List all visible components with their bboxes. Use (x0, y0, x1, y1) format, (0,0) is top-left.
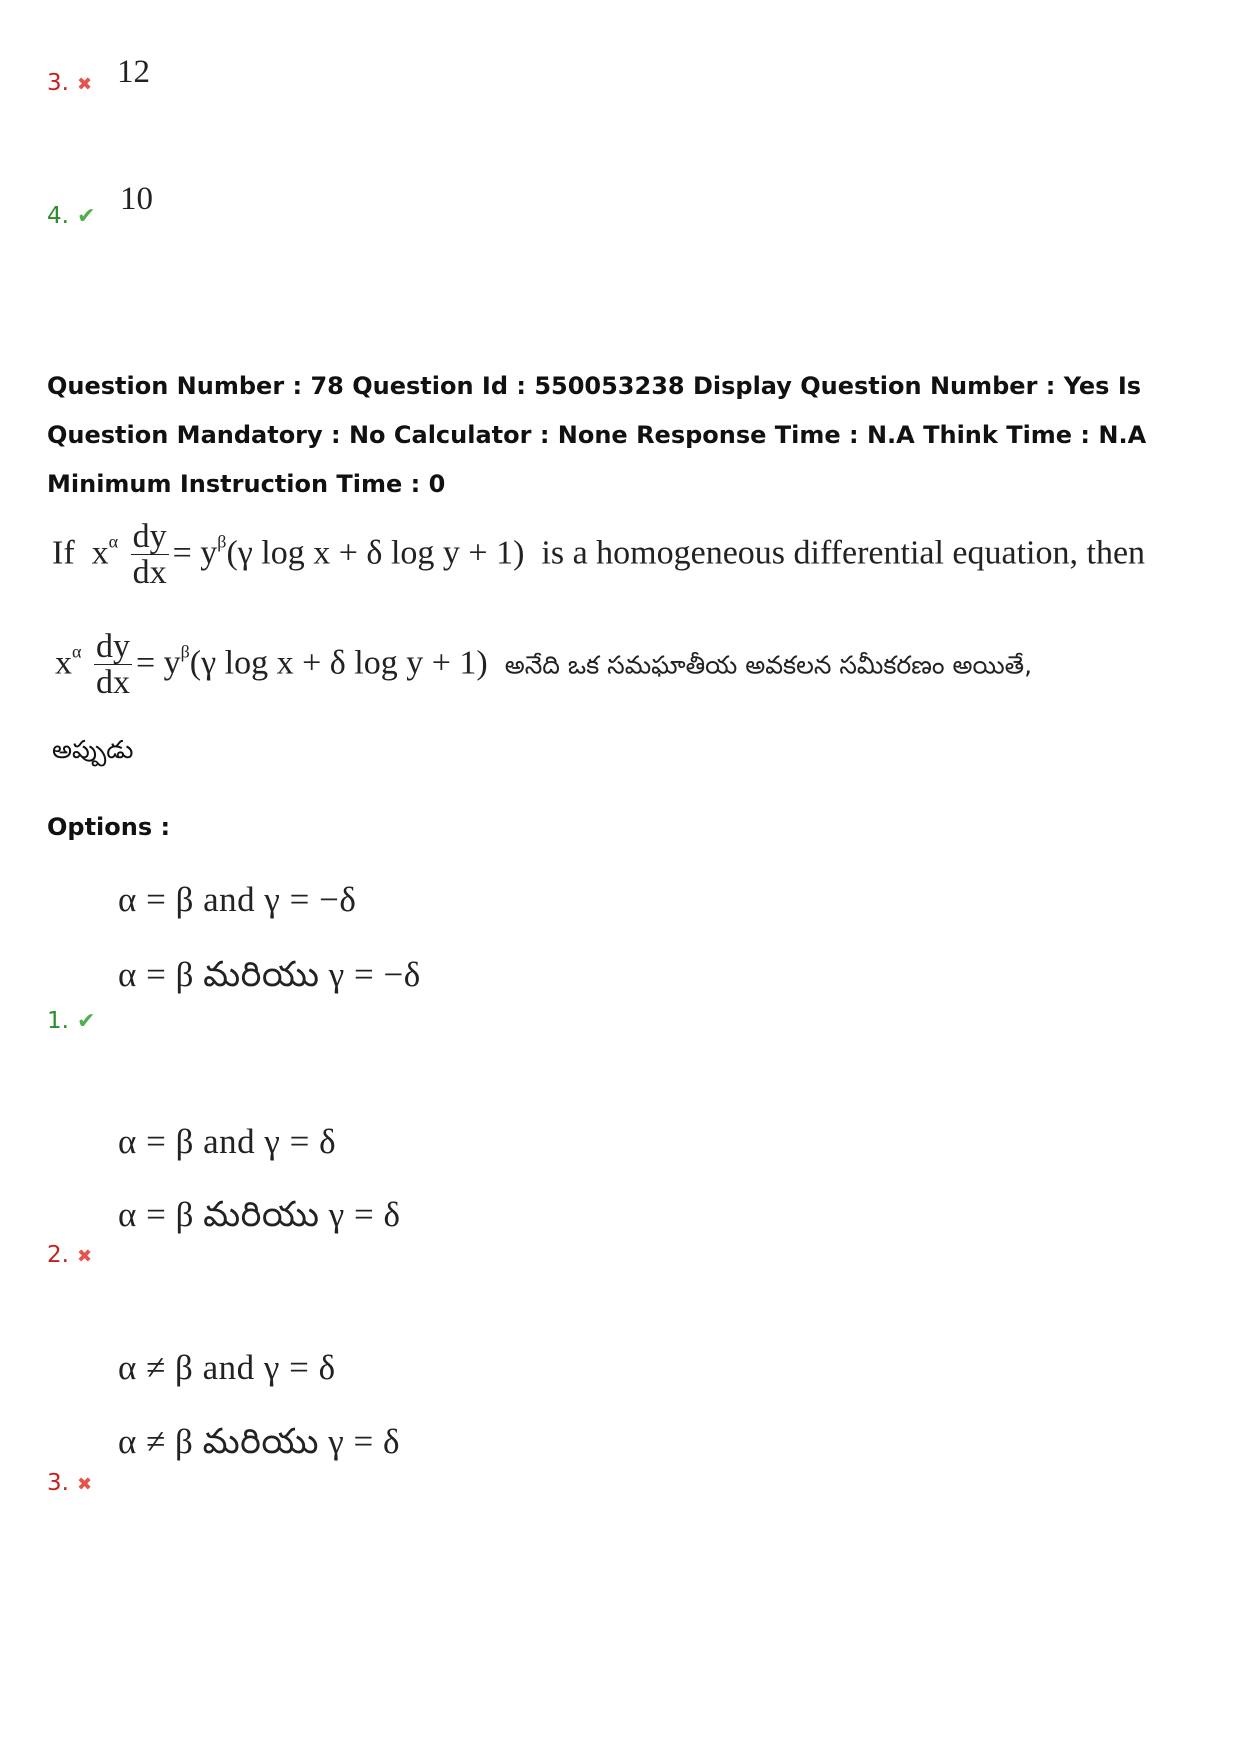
option-number: 3. (47, 70, 69, 96)
option-number: 2. (47, 1242, 69, 1268)
check-icon: ✔ (76, 204, 96, 229)
frac-numerator: dy (95, 628, 130, 665)
exp-alpha: α (72, 641, 82, 662)
prev-option-4 (47, 203, 95, 229)
option-3-marker (47, 1470, 92, 1496)
exp-alpha: α (108, 531, 119, 552)
cross-icon: ✖ (76, 1246, 93, 1267)
question-meta: Question Number : 78 Question Id : 550053238 Display Question Number : Yes Is Question Mandatory : No Calculator : None Response Time : N.A Think Time : N.A Minimum Instruction Time : 0 (47, 372, 1147, 498)
question-suffix: is a homogeneous differential equation, then (541, 534, 1146, 572)
question-telugu (55, 630, 1032, 701)
question-prefix: If (52, 534, 75, 572)
options-label: Options : (47, 813, 171, 841)
frac-denominator: dx (132, 554, 167, 591)
prev-option-3-value: 12 (117, 54, 150, 90)
derivative-fraction (94, 630, 132, 701)
exp-beta: β (180, 641, 190, 662)
frac-denominator: dx (95, 664, 130, 701)
cross-icon: ✖ (76, 74, 93, 95)
option-2-marker (47, 1242, 92, 1268)
var-x: x (55, 644, 72, 682)
option-2-telugu: α = β మరియు γ = δ (118, 1195, 401, 1234)
option-1-telugu: α = β మరియు γ = −δ (118, 955, 421, 994)
prev-option-4-value: 10 (120, 181, 153, 217)
option-3-telugu: α ≠ β మరియు γ = δ (118, 1422, 400, 1461)
paren-expression: (γ log x + δ log y + 1) (226, 534, 525, 572)
var-x: x (91, 534, 109, 572)
prev-option-3 (47, 70, 92, 96)
option-1-english: α = β and γ = −δ (118, 880, 357, 919)
exp-beta: β (217, 531, 227, 552)
option-number: 4. (47, 203, 69, 229)
frac-numerator: dy (132, 518, 167, 555)
option-2-english: α = β and γ = δ (118, 1122, 337, 1161)
check-icon: ✔ (76, 1009, 96, 1034)
question-suffix-telugu: అనేది ఒక సమఘాతీయ అవకలన సమీకరణం అయితే, (504, 650, 1033, 680)
derivative-fraction (131, 520, 169, 591)
option-number: 1. (47, 1008, 69, 1034)
question-english (52, 520, 1145, 591)
paren-expression: (γ log x + δ log y + 1) (189, 644, 488, 682)
option-number: 3. (47, 1470, 69, 1496)
cross-icon: ✖ (76, 1474, 93, 1495)
rhs: = y (172, 534, 218, 572)
option-1-marker (47, 1008, 95, 1034)
question-telugu-line2: అప్పుడు (52, 735, 134, 764)
rhs: = y (135, 644, 181, 682)
option-3-english: α ≠ β and γ = δ (118, 1348, 336, 1387)
